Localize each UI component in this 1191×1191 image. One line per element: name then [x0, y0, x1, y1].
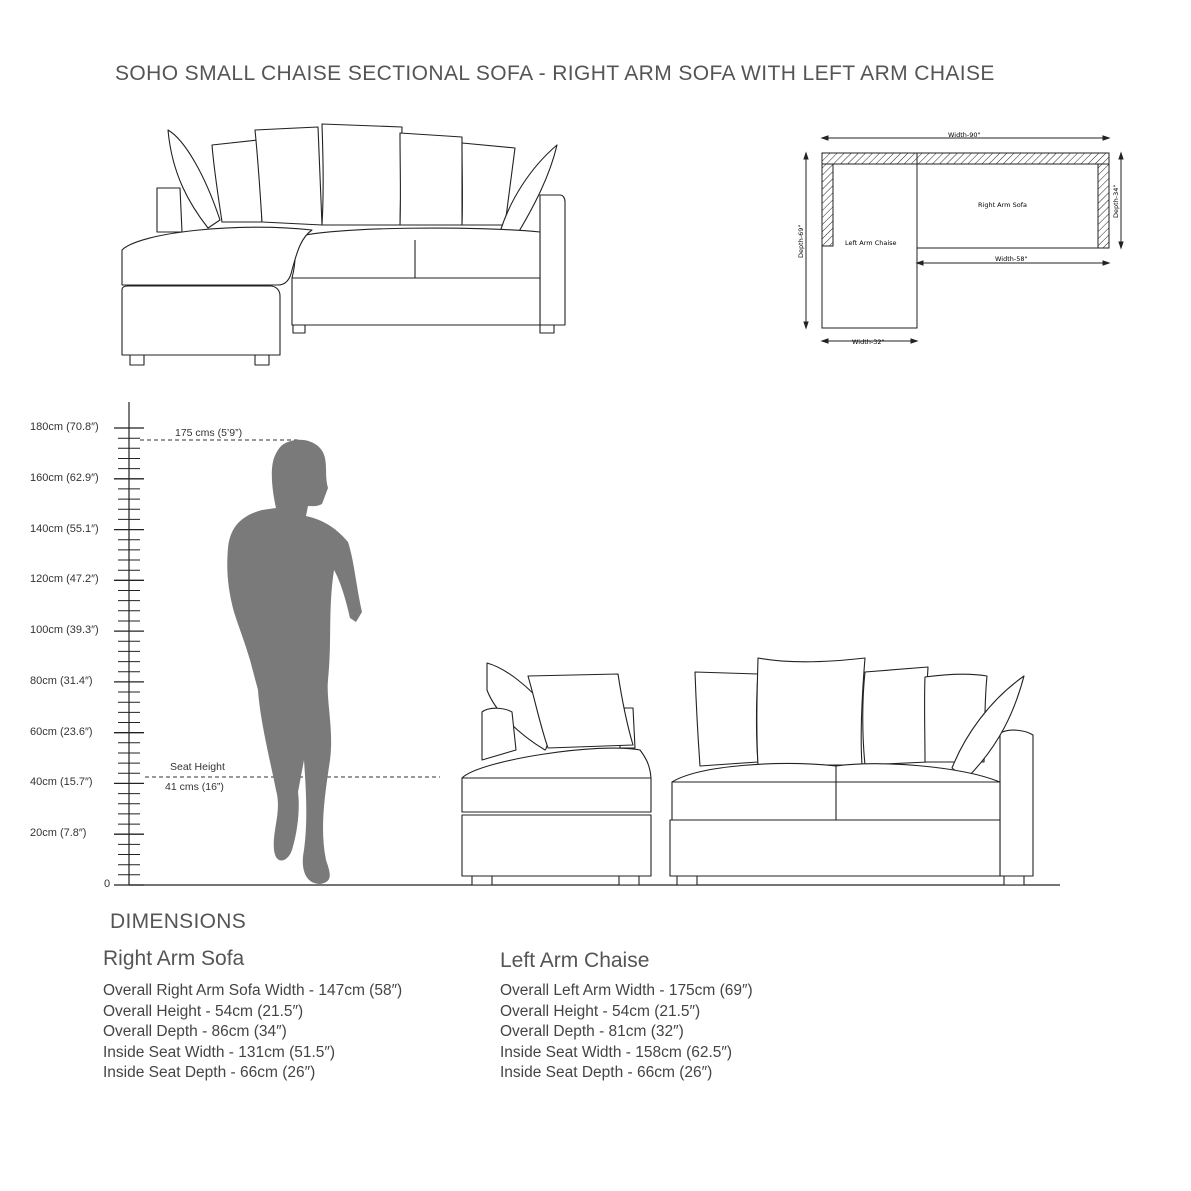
spec-item: Inside Seat Width - 158cm (62.5″) — [500, 1043, 733, 1061]
spec-item: Overall Depth - 86cm (34″) — [103, 1023, 287, 1040]
scale-tick-label: 40cm (15.7″) — [30, 776, 93, 789]
scale-tick-label: 80cm (31.4″) — [30, 674, 93, 687]
plan-chaise-depth: Depth-69" — [797, 224, 805, 258]
spec-item: Overall Left Arm Width - 175cm (69″) — [500, 982, 753, 999]
seat-height-value: 41 cms (16”) — [165, 781, 224, 793]
chaise-front-elevation — [462, 663, 651, 885]
person-height-label: 175 cms (5’9”) — [175, 427, 243, 439]
scale-tick-label: 180cm (70.8″) — [30, 421, 99, 433]
scale-tick-label: 0 — [104, 878, 111, 890]
person-silhouette — [227, 440, 362, 884]
spec-item: Inside Seat Depth - 66cm (26″) — [500, 1064, 713, 1081]
left-arm-chaise-specs — [500, 981, 753, 1084]
plan-sofa-depth: Depth-34" — [1112, 184, 1120, 218]
plan-overall-width: Width-90" — [948, 131, 981, 139]
sofa-front-elevation — [670, 658, 1033, 885]
spec-item: Overall Height - 54cm (21.5″) — [103, 1002, 304, 1020]
plan-chaise-width: Width-32" — [852, 338, 885, 346]
seat-height-title: Seat Height — [170, 761, 225, 773]
plan-sofa-width: Width-58" — [995, 255, 1028, 263]
scale-tick-label: 60cm (23.6″) — [30, 725, 93, 738]
plan-sofa-label: Right Arm Sofa — [978, 201, 1027, 209]
spec-item: Inside Seat Depth - 66cm (26″) — [103, 1064, 316, 1081]
spec-item: Overall Right Arm Sofa Width - 147cm (58″) — [103, 982, 403, 999]
spec-item: Overall Height - 54cm (21.5″) — [500, 1002, 701, 1020]
scale-tick-label: 100cm (39.3″) — [30, 624, 99, 637]
right-arm-sofa-specs — [103, 981, 402, 1084]
left-arm-chaise-heading: Left Arm Chaise — [500, 949, 650, 972]
spec-item: Inside Seat Width - 131cm (51.5″) — [103, 1043, 336, 1061]
scale-tick-label: 20cm (7.8″) — [30, 827, 87, 840]
spec-item: Overall Depth - 81cm (32″) — [500, 1023, 684, 1040]
page-title: SOHO SMALL CHAISE SECTIONAL SOFA - RIGHT ARM SOFA WITH LEFT ARM CHAISE — [115, 62, 995, 85]
scale-tick-label: 140cm (55.1″) — [30, 522, 99, 535]
scale-tick-label: 120cm (47.2″) — [30, 573, 99, 586]
sectional-perspective-illustration — [122, 124, 565, 365]
right-arm-sofa-heading: Right Arm Sofa — [103, 947, 245, 970]
dimensions-heading: DIMENSIONS — [110, 910, 247, 933]
plan-chaise-label: Left Arm Chaise — [845, 239, 897, 247]
scale-tick-label: 160cm (62.9″) — [30, 471, 99, 484]
